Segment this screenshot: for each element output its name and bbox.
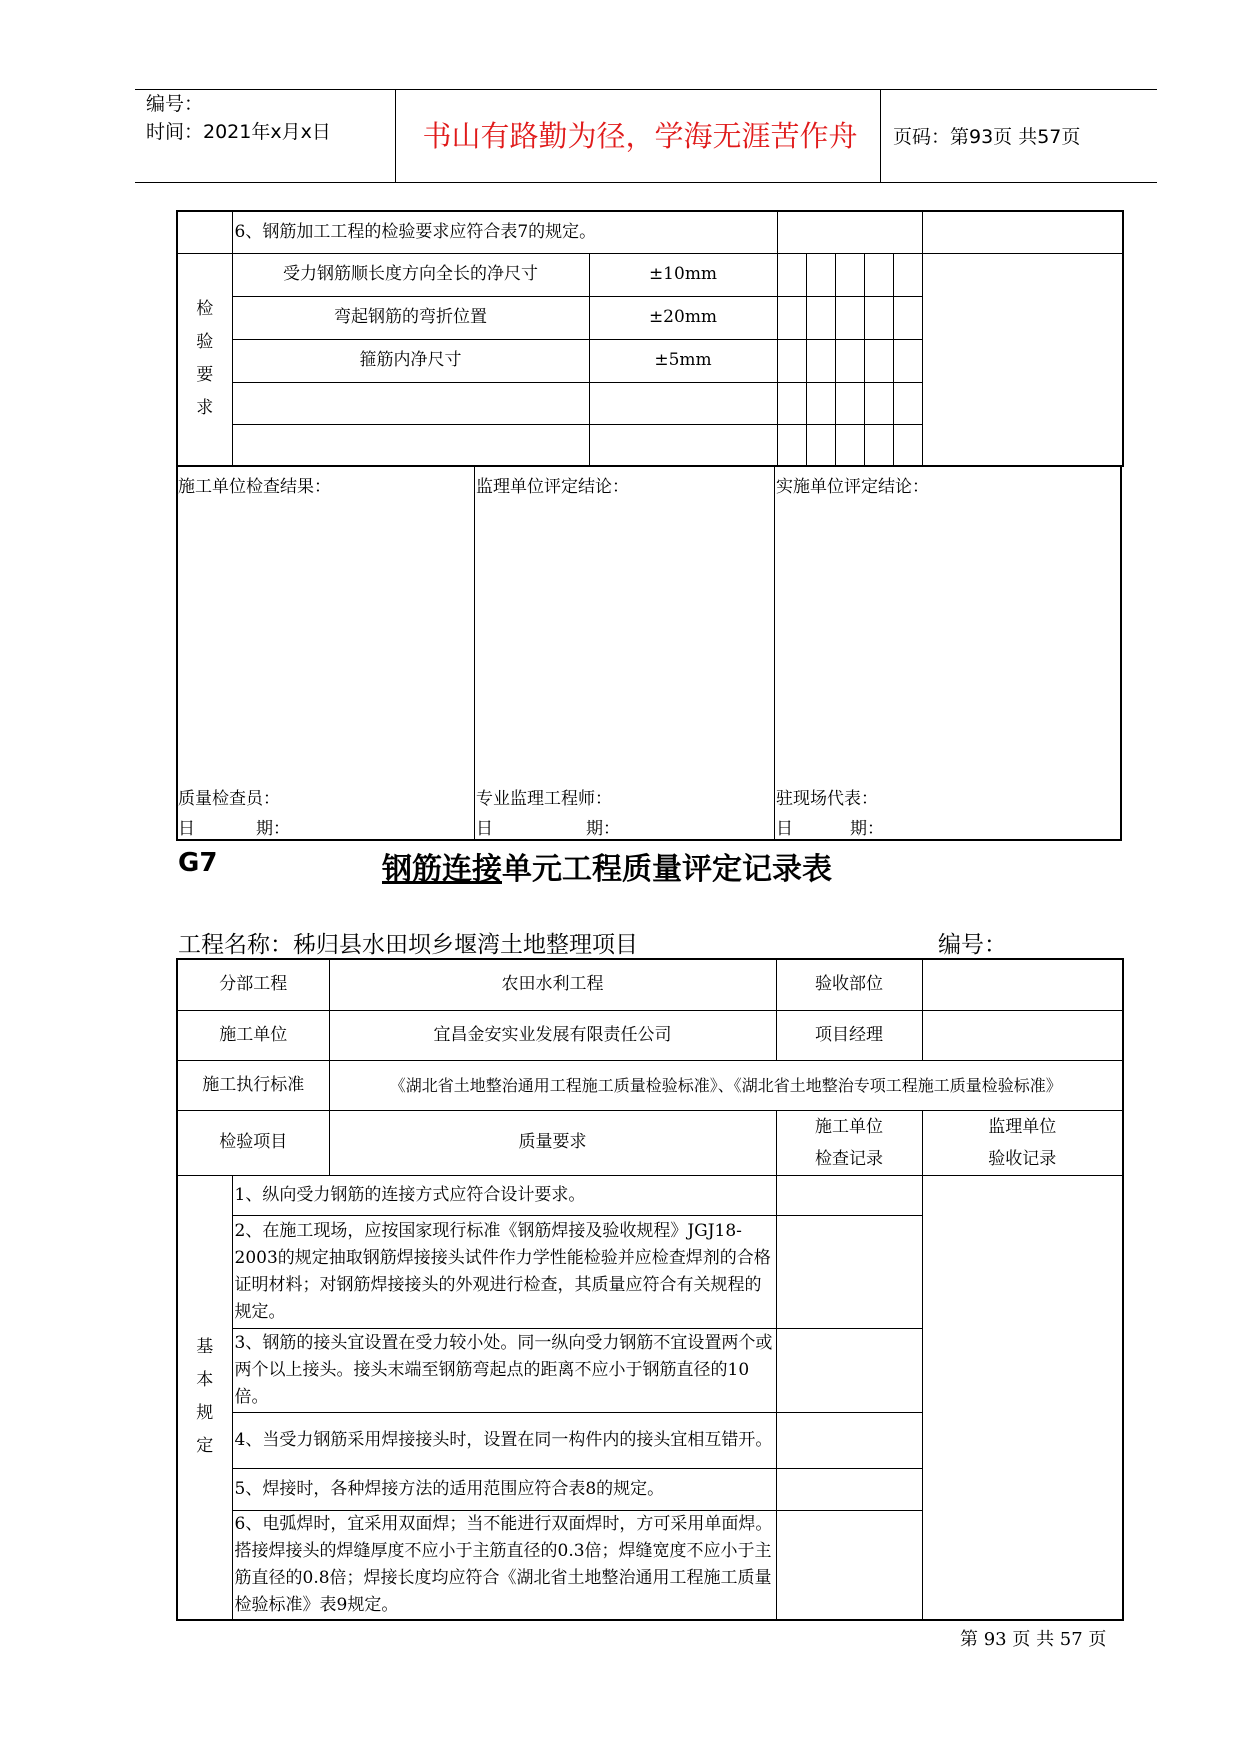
table-row [177,959,1123,1010]
acceptance-part-label: 验收部位 [776,959,922,1010]
table-row [177,1175,1123,1215]
rule-text: 3、钢筋的接头宜设置在受力较小处。同一纵向受力钢筋不宜设置两个或两个以上接头。接头末端至钢筋弯起点的距离不应小于钢筋直径的10倍。 [232,1328,776,1412]
blank-cell [177,211,232,253]
form-title-rest: 单元工程质量评定记录表 [502,852,832,887]
header-divider-right [880,89,881,182]
manager-label: 项目经理 [776,1010,922,1060]
construction-result-label: 施工单位检查结果： [178,477,331,497]
inspection-section-label: 检 验 要 求 [177,253,232,466]
record-cell [922,211,1123,253]
table-row [177,211,1123,253]
header-divider-left [395,89,396,182]
record-cell [777,211,922,253]
acceptance-part-value [922,959,1123,1010]
rule-text: 5、焊接时，各种焊接方法的适用范围应符合表8的规定。 [232,1468,776,1510]
record-cell [776,1215,922,1328]
item-tolerance: ±5mm [589,339,777,382]
record-cell [776,1510,922,1620]
page-footer: 第 93 页 共 57 页 [960,1629,1107,1650]
header-top-rule [135,89,1157,90]
date-label: 日 [476,819,493,839]
header-time-label: 时间：2021年x月x日 [146,121,331,143]
record-cell [776,1328,922,1412]
results-divider-1 [474,465,475,841]
table-row [177,253,1123,296]
table-row [177,1060,1123,1110]
form-number-label: 编号： [938,932,1007,958]
form-title-underlined: 钢筋连接 [382,852,502,887]
item-tolerance [589,382,777,424]
connection-evaluation-table [176,958,1124,1621]
results-box [176,465,1122,841]
contractor-value: 宜昌金安实业发展有限责任公司 [329,1010,776,1060]
record-cell [922,253,1123,466]
item-tolerance [589,424,777,466]
date-label: 期： [586,819,620,839]
record-cell [776,1175,922,1215]
manager-value [922,1010,1123,1060]
item-name: 箍筋内净尺寸 [232,339,589,382]
header-code-label: 编号： [146,93,204,115]
standard-value: 《湖北省土地整治通用工程施工质量检验标准》、《湖北省土地整治专项工程施工质量检验标准》 [329,1060,1123,1110]
processing-inspection-table [176,210,1124,467]
rule-text: 1、纵向受力钢筋的连接方式应符合设计要求。 [232,1175,776,1215]
rule-text: 6、电弧焊时，宜采用双面焊；当不能进行双面焊时，方可采用单面焊。搭接焊接头的焊缝厚度不应小于主筋直径的0.3倍；焊缝宽度不应小于主筋直径的0.8倍；焊接长度均应符合《湖北省土地整治通用工程施工质量检验标准》表9规定。 [232,1510,776,1620]
supervisor-record-header: 监理单位 验收记录 [922,1110,1123,1175]
sub-project-label: 分部工程 [177,959,329,1010]
project-name-label: 工程名称：秭归县水田坝乡堰湾土地整理项目 [178,932,638,958]
table-row [177,1110,1123,1175]
record-cell [922,1175,1123,1620]
results-divider-2 [774,465,775,841]
item-name [232,382,589,424]
implementation-conclusion-label: 实施单位评定结论： [776,477,929,497]
date-label: 日 [178,819,195,839]
basic-rules-section-label: 基 本 规 定 [177,1175,232,1620]
item-name [232,424,589,466]
form-title [382,844,832,888]
rule-text: 2、在施工现场，应按国家现行标准《钢筋焊接及验收规程》JGJ18-2003的规定抽取钢筋焊接接头试件作力学性能检验并应检查焊剂的合格证明材料；对钢筋焊接接头的外观进行检查，其质量应符合有关规程的规定。 [232,1215,776,1328]
record-cell [776,1412,922,1468]
quality-requirement-label: 质量要求 [329,1110,776,1175]
engineer-signature-label: 专业监理工程师： [476,789,612,809]
header-motto: 书山有路勤为径，学海无涯苦作舟 [422,119,858,153]
rule-text: 4、当受力钢筋采用焊接接头时，设置在同一构件内的接头宜相互错开。 [232,1412,776,1468]
header-bottom-rule [135,182,1157,183]
inspect-item-label: 检验项目 [177,1110,329,1175]
date-label: 期： [256,819,290,839]
item-tolerance: ±10mm [589,253,777,296]
record-cell [776,1468,922,1510]
sub-project-value: 农田水利工程 [329,959,776,1010]
standard-label: 施工执行标准 [177,1060,329,1110]
inspector-signature-label: 质量检查员： [178,789,280,809]
form-code: G7 [178,848,218,878]
date-label: 日 [776,819,793,839]
contractor-record-header: 施工单位 检查记录 [776,1110,922,1175]
supervision-conclusion-label: 监理单位评定结论： [476,477,629,497]
date-label: 期： [850,819,884,839]
rep-signature-label: 驻现场代表： [776,789,878,809]
header-page-label: 页码：第93页 共57页 [893,126,1081,148]
contractor-label: 施工单位 [177,1010,329,1060]
item-name: 弯起钢筋的弯折位置 [232,296,589,339]
table-row [177,1010,1123,1060]
rule-6-text: 6、钢筋加工工程的检验要求应符合表7的规定。 [232,211,777,253]
item-name: 受力钢筋顺长度方向全长的净尺寸 [232,253,589,296]
item-tolerance: ±20mm [589,296,777,339]
